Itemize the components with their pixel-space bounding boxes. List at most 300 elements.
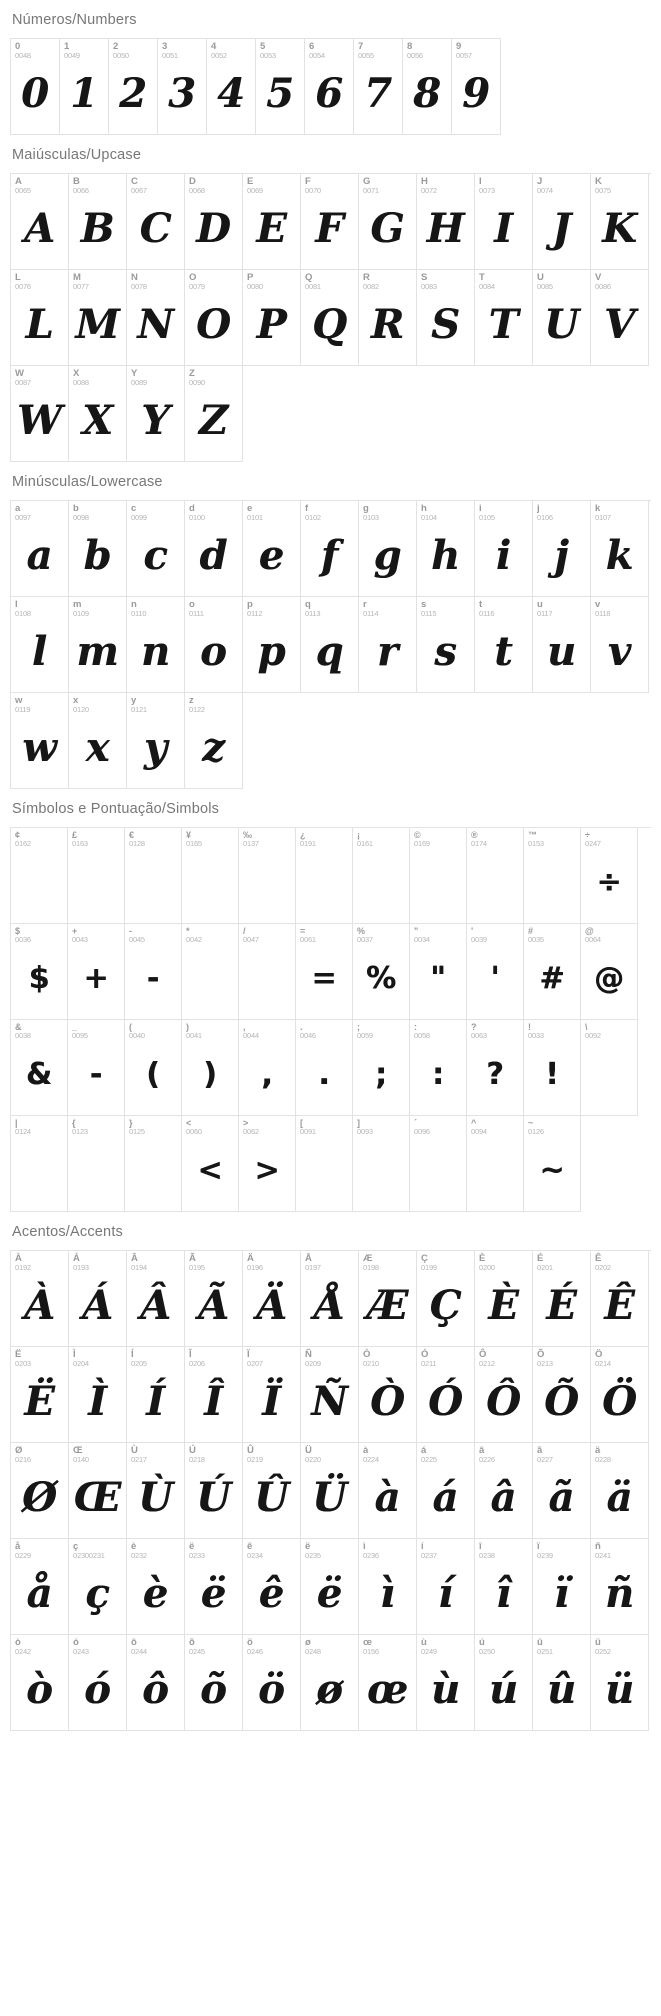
glyph-cell[interactable]	[353, 828, 410, 924]
glyph-cell[interactable]	[591, 1251, 649, 1347]
glyph-cell[interactable]	[185, 501, 243, 597]
glyph-char-label: £	[72, 830, 78, 840]
glyph-char-label: €	[129, 830, 135, 840]
glyph-cell[interactable]	[127, 270, 185, 366]
glyph-preview: è	[142, 1569, 169, 1617]
glyph-cell[interactable]	[581, 828, 638, 924]
glyph-cell[interactable]	[127, 1251, 185, 1347]
glyph-grid-symbols	[10, 827, 651, 1212]
glyph-char-label: ´	[414, 1118, 417, 1128]
glyph-cell[interactable]	[68, 1116, 125, 1212]
glyph-cell[interactable]	[69, 1539, 127, 1635]
glyph-cell[interactable]	[301, 1539, 359, 1635]
glyph-cell[interactable]	[69, 366, 127, 462]
glyph-cell[interactable]	[69, 501, 127, 597]
glyph-cell[interactable]	[125, 828, 182, 924]
glyph-char-label: g	[363, 503, 369, 514]
glyph-cell[interactable]	[256, 39, 305, 135]
glyph-meta	[131, 696, 147, 714]
glyph-cell[interactable]	[239, 924, 296, 1020]
glyph-meta	[186, 927, 202, 944]
glyph-char-label: P	[247, 272, 254, 283]
glyph-cell[interactable]	[524, 924, 581, 1020]
glyph-cell[interactable]	[591, 597, 649, 693]
glyph-cell[interactable]	[11, 1347, 69, 1443]
glyph-code-label: 0128	[129, 839, 145, 849]
glyph-char-label: Ï	[247, 1349, 250, 1360]
glyph-cell[interactable]	[185, 693, 243, 789]
glyph-code-label: 0083	[421, 281, 437, 291]
glyph-cell[interactable]	[69, 693, 127, 789]
glyph-cell[interactable]	[417, 1443, 475, 1539]
glyph-meta	[537, 1638, 553, 1656]
glyph-code-label: 0117	[537, 608, 553, 618]
glyph-code-label: 0227	[537, 1454, 553, 1464]
glyph-cell[interactable]	[403, 39, 452, 135]
glyph-cell[interactable]	[243, 501, 301, 597]
glyph-code-label: 0051	[162, 50, 178, 60]
glyph-cell[interactable]	[591, 174, 649, 270]
glyph-cell[interactable]	[185, 597, 243, 693]
glyph-cell[interactable]	[533, 501, 591, 597]
glyph-cell[interactable]	[239, 1020, 296, 1116]
glyph-cell[interactable]	[533, 1539, 591, 1635]
glyph-cell[interactable]	[591, 501, 649, 597]
glyph-meta	[15, 696, 30, 714]
glyph-meta	[421, 1350, 436, 1368]
glyph-preview: -	[146, 960, 160, 996]
glyph-meta	[363, 600, 378, 618]
glyph-cell[interactable]	[475, 501, 533, 597]
glyph-cell[interactable]	[301, 1443, 359, 1539]
glyph-cell[interactable]	[533, 270, 591, 366]
glyph-char-label: õ	[189, 1637, 195, 1648]
glyph-cell[interactable]	[417, 174, 475, 270]
glyph-char-label: Â	[131, 1253, 138, 1264]
glyph-char-label: ï	[537, 1541, 540, 1552]
glyph-cell[interactable]	[182, 924, 239, 1020]
glyph-cell[interactable]	[243, 174, 301, 270]
glyph-cell[interactable]	[359, 1443, 417, 1539]
glyph-cell[interactable]	[243, 270, 301, 366]
glyph-char-label: =	[300, 926, 306, 936]
glyph-cell[interactable]	[243, 1443, 301, 1539]
glyph-preview: î	[495, 1569, 512, 1617]
glyph-char-label: S	[421, 272, 428, 283]
glyph-cell[interactable]	[68, 1020, 125, 1116]
glyph-code-label: 0039	[471, 935, 487, 945]
glyph-cell[interactable]	[301, 597, 359, 693]
glyph-cell[interactable]	[467, 924, 524, 1020]
glyph-cell[interactable]	[69, 597, 127, 693]
glyph-code-label: 0239	[537, 1550, 553, 1560]
glyph-meta	[129, 927, 145, 944]
glyph-cell[interactable]	[301, 270, 359, 366]
glyph-preview: Ã	[197, 1281, 230, 1329]
glyph-code-label: 0245	[189, 1646, 205, 1656]
glyph-cell[interactable]	[158, 39, 207, 135]
glyph-preview: Í	[146, 1377, 165, 1425]
glyph-code-label: 0071	[363, 185, 379, 195]
glyph-meta	[113, 42, 129, 60]
glyph-char-label: Ã	[189, 1253, 196, 1264]
glyph-char-label: ô	[131, 1637, 137, 1648]
glyph-code-label: 0099	[131, 512, 147, 522]
glyph-cell[interactable]	[185, 1347, 243, 1443]
glyph-cell[interactable]	[353, 1116, 410, 1212]
glyph-char-label: Ó	[421, 1349, 429, 1360]
glyph-cell[interactable]	[359, 1539, 417, 1635]
glyph-cell[interactable]	[69, 1251, 127, 1347]
glyph-preview: Ï	[262, 1377, 281, 1425]
glyph-cell[interactable]	[11, 39, 60, 135]
glyph-cell[interactable]	[359, 597, 417, 693]
glyph-code-label: 0095	[72, 1031, 88, 1041]
glyph-preview: í	[437, 1569, 454, 1617]
glyph-cell[interactable]	[475, 270, 533, 366]
glyph-code-label: 0219	[247, 1454, 263, 1464]
glyph-char-label: Í	[131, 1349, 134, 1360]
glyph-preview: t	[494, 627, 513, 675]
glyph-cell[interactable]	[11, 828, 68, 924]
glyph-preview: 6	[315, 69, 343, 117]
glyph-cell[interactable]	[410, 1020, 467, 1116]
glyph-char-label: Ù	[131, 1445, 138, 1456]
glyph-cell[interactable]	[452, 39, 501, 135]
glyph-cell[interactable]	[11, 174, 69, 270]
glyph-cell[interactable]	[359, 1251, 417, 1347]
glyph-char-label: t	[479, 599, 483, 610]
glyph-preview: õ	[200, 1665, 227, 1713]
glyph-code-label: 0105	[479, 512, 495, 522]
glyph-cell[interactable]	[127, 366, 185, 462]
glyph-cell[interactable]	[417, 1347, 475, 1443]
glyph-cell[interactable]	[69, 1347, 127, 1443]
glyph-cell[interactable]	[11, 1635, 69, 1731]
glyph-char-label: É	[537, 1253, 544, 1264]
glyph-cell[interactable]	[68, 924, 125, 1020]
glyph-meta	[479, 177, 495, 195]
glyph-specimen-page	[0, 12, 661, 1751]
glyph-code-label: 0206	[189, 1358, 205, 1368]
glyph-preview: Æ	[366, 1281, 409, 1329]
glyph-cell[interactable]	[243, 1539, 301, 1635]
glyph-code-label: 0040	[129, 1031, 145, 1041]
glyph-preview: R	[370, 300, 405, 348]
glyph-char-label: ë	[189, 1541, 195, 1552]
glyph-cell[interactable]	[11, 1443, 69, 1539]
glyph-meta	[73, 273, 89, 291]
glyph-preview: m	[76, 627, 119, 675]
glyph-cell[interactable]	[296, 1020, 353, 1116]
glyph-meta	[471, 1023, 487, 1040]
glyph-preview: 1	[70, 69, 98, 117]
glyph-meta	[537, 177, 553, 195]
glyph-code-label: 0153	[528, 839, 544, 849]
glyph-cell[interactable]	[475, 1635, 533, 1731]
glyph-preview: A	[23, 204, 56, 252]
glyph-cell[interactable]	[581, 924, 638, 1020]
glyph-cell[interactable]	[353, 924, 410, 1020]
glyph-char-label: ]	[357, 1118, 360, 1128]
glyph-preview: P	[256, 300, 287, 348]
glyph-code-label: 0224	[363, 1454, 379, 1464]
glyph-preview: Ô	[486, 1377, 521, 1425]
glyph-cell[interactable]	[524, 828, 581, 924]
glyph-cell[interactable]	[127, 1443, 185, 1539]
glyph-cell[interactable]	[125, 924, 182, 1020]
glyph-cell[interactable]	[185, 270, 243, 366]
glyph-cell[interactable]	[417, 597, 475, 693]
glyph-code-label: 0047	[243, 935, 259, 945]
glyph-cell[interactable]	[11, 693, 69, 789]
glyph-cell[interactable]	[11, 1251, 69, 1347]
glyph-cell[interactable]	[296, 828, 353, 924]
glyph-code-label: 0212	[479, 1358, 495, 1368]
glyph-cell[interactable]	[533, 1443, 591, 1539]
glyph-preview: S	[431, 300, 460, 348]
glyph-cell[interactable]	[301, 1347, 359, 1443]
glyph-meta	[247, 1254, 263, 1272]
glyph-cell[interactable]	[69, 1443, 127, 1539]
glyph-code-label: 0092	[585, 1031, 601, 1041]
glyph-cell[interactable]	[591, 1635, 649, 1731]
glyph-preview: a	[26, 531, 53, 579]
glyph-code-label: 0237	[421, 1550, 437, 1560]
glyph-code-label: 0084	[479, 281, 495, 291]
glyph-code-label: 0068	[189, 185, 205, 195]
glyph-cell[interactable]	[68, 828, 125, 924]
glyph-code-label: 0111	[189, 608, 204, 618]
glyph-code-label: 0114	[363, 608, 379, 618]
glyph-cell[interactable]	[475, 1443, 533, 1539]
glyph-cell[interactable]	[467, 1020, 524, 1116]
glyph-code-label: 0089	[131, 377, 147, 387]
glyph-meta	[131, 1638, 147, 1656]
glyph-preview: 2	[119, 69, 147, 117]
glyph-cell[interactable]	[185, 366, 243, 462]
glyph-cell[interactable]	[11, 366, 69, 462]
glyph-cell[interactable]	[207, 39, 256, 135]
glyph-cell[interactable]	[410, 1116, 467, 1212]
glyph-char-label: <	[186, 1118, 192, 1128]
glyph-cell[interactable]	[11, 501, 69, 597]
glyph-cell[interactable]	[467, 828, 524, 924]
glyph-meta	[479, 1542, 495, 1560]
glyph-cell[interactable]	[69, 270, 127, 366]
glyph-cell[interactable]	[301, 174, 359, 270]
glyph-preview: G	[370, 204, 405, 252]
glyph-preview: $	[28, 960, 50, 996]
glyph-char-label: Ö	[595, 1349, 603, 1360]
glyph-meta	[131, 1542, 147, 1560]
glyph-char-label: È	[479, 1253, 486, 1264]
glyph-cell[interactable]	[475, 1539, 533, 1635]
glyph-cell[interactable]	[11, 1020, 68, 1116]
glyph-preview: ?	[486, 1056, 504, 1092]
glyph-cell[interactable]	[182, 1020, 239, 1116]
glyph-cell[interactable]	[359, 174, 417, 270]
glyph-cell[interactable]	[185, 1251, 243, 1347]
glyph-code-label: 0109	[73, 608, 89, 618]
glyph-cell[interactable]	[301, 1251, 359, 1347]
glyph-cell[interactable]	[182, 1116, 239, 1212]
glyph-code-label: 0094	[471, 1127, 487, 1137]
glyph-cell[interactable]	[239, 828, 296, 924]
glyph-cell[interactable]	[296, 924, 353, 1020]
glyph-preview: Ó	[428, 1377, 463, 1425]
glyph-cell[interactable]	[591, 1539, 649, 1635]
glyph-cell[interactable]	[533, 1347, 591, 1443]
section-title-accents: Acentos/Accents	[12, 1224, 123, 1240]
glyph-cell[interactable]	[524, 1116, 581, 1212]
glyph-cell[interactable]	[359, 1635, 417, 1731]
glyph-preview: #	[539, 960, 565, 996]
glyph-cell[interactable]	[127, 501, 185, 597]
glyph-code-label: 0069	[247, 185, 263, 195]
glyph-cell[interactable]	[417, 1539, 475, 1635]
glyph-meta	[129, 831, 145, 848]
glyph-char-label: N	[131, 272, 138, 283]
glyph-cell[interactable]	[109, 39, 158, 135]
glyph-code-label: 0244	[131, 1646, 147, 1656]
glyph-cell[interactable]	[301, 1635, 359, 1731]
glyph-cell[interactable]	[591, 270, 649, 366]
glyph-cell[interactable]	[185, 174, 243, 270]
glyph-cell[interactable]	[410, 828, 467, 924]
glyph-char-label: è	[131, 1541, 137, 1552]
glyph-cell[interactable]	[524, 1020, 581, 1116]
glyph-code-label: 0085	[537, 281, 553, 291]
glyph-cell[interactable]	[354, 39, 403, 135]
glyph-meta	[537, 1542, 553, 1560]
glyph-cell[interactable]	[127, 1635, 185, 1731]
glyph-code-label: 0056	[407, 50, 423, 60]
glyph-cell[interactable]	[11, 597, 69, 693]
glyph-char-label: 0	[15, 41, 21, 52]
glyph-cell[interactable]	[243, 1635, 301, 1731]
glyph-meta	[363, 1350, 379, 1368]
glyph-cell[interactable]	[127, 693, 185, 789]
glyph-cell[interactable]	[417, 270, 475, 366]
glyph-code-label: 0228	[595, 1454, 611, 1464]
glyph-cell[interactable]	[125, 1020, 182, 1116]
glyph-cell[interactable]	[533, 174, 591, 270]
glyph-char-label: ì	[363, 1541, 366, 1552]
glyph-cell[interactable]	[417, 1635, 475, 1731]
glyph-char-label: Î	[189, 1349, 192, 1360]
glyph-cell[interactable]	[125, 1116, 182, 1212]
glyph-preview: á	[432, 1473, 459, 1521]
glyph-cell[interactable]	[533, 1251, 591, 1347]
glyph-cell[interactable]	[475, 1347, 533, 1443]
glyph-cell[interactable]	[467, 1116, 524, 1212]
glyph-meta	[73, 696, 89, 714]
glyph-char-label: Z	[189, 368, 195, 379]
glyph-char-label: Ç	[421, 1253, 428, 1264]
glyph-cell[interactable]	[11, 1539, 69, 1635]
glyph-cell[interactable]	[69, 1635, 127, 1731]
glyph-cell[interactable]	[359, 1347, 417, 1443]
glyph-char-label: r	[363, 599, 367, 610]
glyph-cell[interactable]	[591, 1443, 649, 1539]
glyph-cell[interactable]	[359, 501, 417, 597]
glyph-cell[interactable]	[475, 597, 533, 693]
glyph-cell[interactable]	[127, 597, 185, 693]
glyph-meta	[15, 1119, 31, 1136]
glyph-cell[interactable]	[417, 1251, 475, 1347]
glyph-cell[interactable]	[243, 597, 301, 693]
glyph-cell[interactable]	[296, 1116, 353, 1212]
glyph-cell[interactable]	[533, 1635, 591, 1731]
glyph-code-label: 0210	[363, 1358, 379, 1368]
glyph-cell[interactable]	[417, 501, 475, 597]
glyph-cell[interactable]	[239, 1116, 296, 1212]
glyph-cell[interactable]	[581, 1020, 638, 1116]
glyph-code-label: 0050	[113, 50, 129, 60]
glyph-code-label: 0121	[131, 704, 147, 714]
glyph-cell[interactable]	[243, 1251, 301, 1347]
glyph-code-label: 0123	[72, 1127, 88, 1137]
glyph-meta	[131, 1350, 147, 1368]
glyph-cell[interactable]	[11, 924, 68, 1020]
glyph-char-label: T	[479, 272, 485, 283]
glyph-cell[interactable]	[475, 1251, 533, 1347]
glyph-preview: @	[594, 960, 624, 996]
glyph-cell[interactable]	[60, 39, 109, 135]
glyph-cell[interactable]	[69, 174, 127, 270]
glyph-char-label: x	[73, 695, 79, 706]
glyph-meta	[595, 600, 610, 618]
glyph-meta	[305, 1446, 321, 1464]
glyph-cell[interactable]	[182, 828, 239, 924]
glyph-cell[interactable]	[185, 1539, 243, 1635]
section-title-lowercase: Minúsculas/Lowercase	[12, 474, 163, 490]
glyph-cell[interactable]	[243, 1347, 301, 1443]
glyph-cell[interactable]	[185, 1635, 243, 1731]
glyph-cell[interactable]	[11, 1116, 68, 1212]
glyph-cell[interactable]	[127, 174, 185, 270]
glyph-cell[interactable]	[591, 1347, 649, 1443]
glyph-preview: Ò	[370, 1377, 405, 1425]
glyph-cell[interactable]	[305, 39, 354, 135]
glyph-cell[interactable]	[475, 174, 533, 270]
glyph-cell[interactable]	[353, 1020, 410, 1116]
glyph-char-label: c	[131, 503, 137, 514]
glyph-cell[interactable]	[359, 270, 417, 366]
glyph-preview: =	[311, 960, 337, 996]
glyph-char-label: -	[129, 926, 132, 936]
glyph-meta	[537, 1350, 553, 1368]
glyph-meta	[479, 600, 494, 618]
glyph-code-label: 0072	[421, 185, 437, 195]
glyph-cell[interactable]	[185, 1443, 243, 1539]
glyph-char-label: 3	[162, 41, 168, 52]
glyph-cell[interactable]	[301, 501, 359, 597]
glyph-cell[interactable]	[127, 1347, 185, 1443]
glyph-char-label: 8	[407, 41, 413, 52]
glyph-grid-accents	[10, 1250, 651, 1731]
glyph-cell[interactable]	[410, 924, 467, 1020]
glyph-char-label: &	[15, 1022, 22, 1032]
glyph-cell[interactable]	[127, 1539, 185, 1635]
glyph-char-label: \	[585, 1022, 588, 1032]
glyph-cell[interactable]	[533, 597, 591, 693]
glyph-char-label: $	[15, 926, 21, 936]
glyph-preview: œ	[366, 1665, 409, 1713]
glyph-cell[interactable]	[11, 270, 69, 366]
glyph-preview: :	[432, 1056, 444, 1092]
